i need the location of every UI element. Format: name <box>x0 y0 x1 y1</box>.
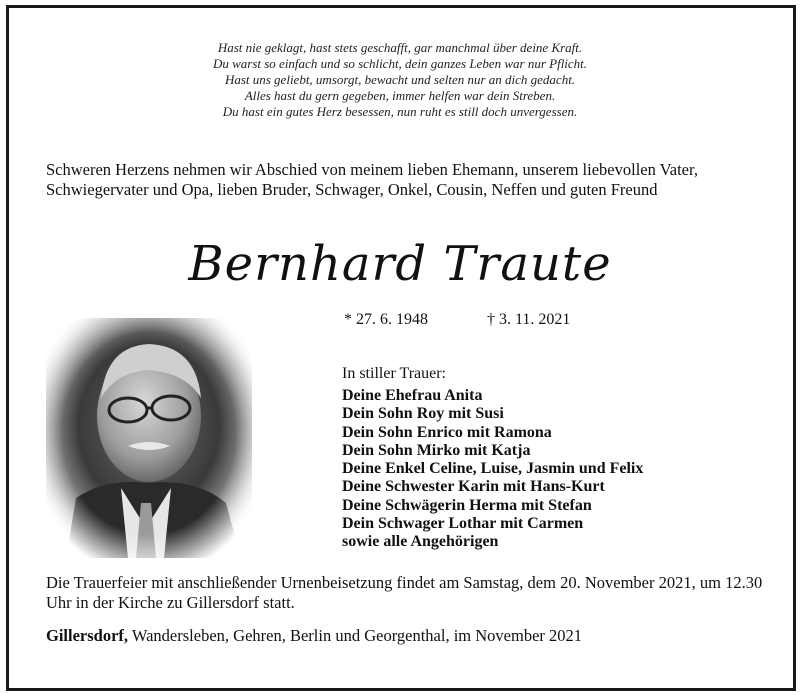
poem-line: Alles hast du gern gegeben, immer helfen war dein Streben. <box>244 88 556 103</box>
mourners-list <box>342 387 643 552</box>
footer-rest: Wandersleben, Gehren, Berlin und Georgenthal, im November 2021 <box>128 626 583 645</box>
poem-line: Hast uns geliebt, umsorgt, bewacht und selten nur an dich gedacht. <box>224 72 576 87</box>
footer-line <box>46 626 776 646</box>
poem <box>0 40 800 120</box>
deceased-name: Bernhard Traute <box>188 236 612 292</box>
mourner: sowie alle Angehörigen <box>342 533 499 551</box>
mourning-label: In stiller Trauer: <box>342 365 446 382</box>
footer-place: Gillersdorf, <box>46 626 129 645</box>
ceremony-text: Die Trauerfeier mit anschließender Urnenbeisetzung findet am Samstag, dem 20. November 2021, um 12.30 Uhr in der Kirche zu Gillersdorf statt. <box>46 573 763 612</box>
mourner: Deine Ehefrau Anita <box>342 387 483 404</box>
mourner: Dein Sohn Mirko mit Katja <box>342 441 531 459</box>
poem-line: Hast nie geklagt, hast stets geschafft, gar manchmal über deine Kraft. <box>217 40 583 55</box>
portrait-photo <box>46 318 252 558</box>
mourner: Deine Enkel Celine, Luise, Jasmin und Felix <box>342 460 644 478</box>
death-date: † 3. 11. 2021 <box>487 311 571 328</box>
mourner: Dein Sohn Roy mit Susi <box>342 405 504 423</box>
mourner: Dein Sohn Enrico mit Ramona <box>342 423 552 441</box>
mourner: Deine Schwägerin Herma mit Stefan <box>342 496 592 514</box>
poem-line: Du hast ein gutes Herz besessen, nun ruht es still doch unvergessen. <box>222 104 578 119</box>
mourner: Deine Schwester Karin mit Hans-Kurt <box>342 478 605 496</box>
birth-date: * 27. 6. 1948 <box>344 311 428 328</box>
poem-line: Du warst so einfach und so schlicht, dein ganzes Leben war nur Pflicht. <box>212 56 588 71</box>
intro-text: Schweren Herzens nehmen wir Abschied von meinem lieben Ehemann, unserem liebevollen Vater, Schwiegervater und Opa, lieben Bruder, Schwager, Onkel, Cousin, Neffen und guten Freund <box>46 160 698 199</box>
mourner: Dein Schwager Lothar mit Carmen <box>342 515 584 533</box>
